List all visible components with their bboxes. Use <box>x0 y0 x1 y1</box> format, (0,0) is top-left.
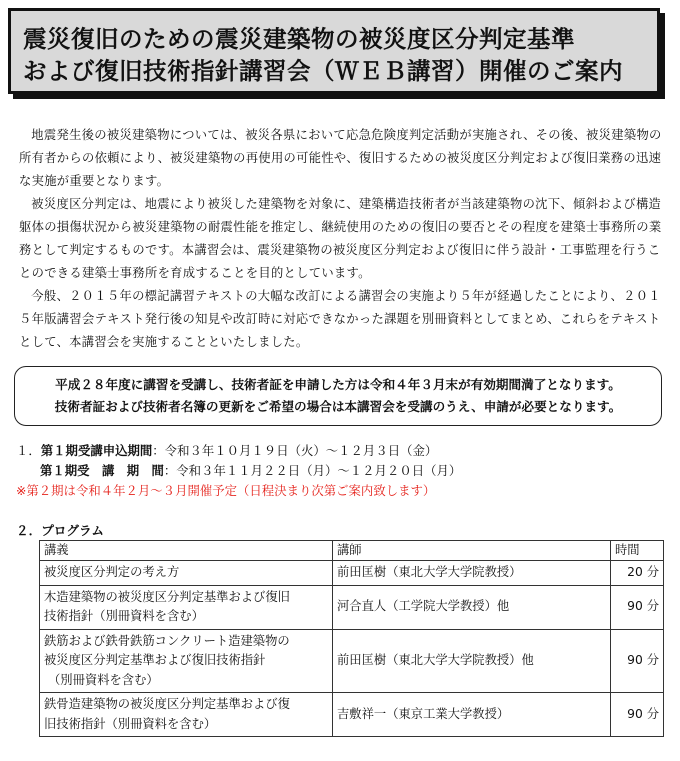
table-row <box>40 561 664 586</box>
lecturer-cell: 前田匡樹（東北大学大学院教授） <box>333 561 611 586</box>
course-text: 旧技術指針（別冊資料を含む） <box>44 716 217 731</box>
header-lecturer: 講師 <box>333 541 611 561</box>
lecturer-cell: 河合直人（工学院大学教授）他 <box>333 585 611 629</box>
intro-section <box>19 124 669 354</box>
page-title-line-1: 震災復旧のための震災建築物の被災度区分判定基準 <box>23 25 575 53</box>
course-text: （別冊資料を含む） <box>48 672 159 687</box>
time-cell: 90 分 <box>611 629 664 693</box>
course-text: 鉄骨造建築物の被災度区分判定基準および復 <box>44 697 290 711</box>
time-cell: 90 分 <box>611 585 664 629</box>
table-row <box>40 585 664 629</box>
table-row <box>40 693 664 737</box>
application-period-value: ：令和３年１０月１９日（火）～１２月３日（金） <box>152 443 438 458</box>
course-cell <box>40 693 333 737</box>
header-course: 講義 <box>40 541 333 561</box>
application-period-label: 第１期受講申込期間 <box>40 443 153 458</box>
notice-line-2: 技術者証および技術者名簿の更新をご希望の場合は本講習会を受講のうえ、申請が必要となります。 <box>54 399 622 414</box>
course-period-row <box>16 461 666 481</box>
lecturer-cell: 前田匡樹（東北大学大学院教授）他 <box>333 629 611 693</box>
notice-box <box>14 366 662 426</box>
lecturer-cell: 吉敷祥一（東京工業大学教授） <box>333 693 611 737</box>
page-title-line-2: および復旧技術指針講習会（ＷＥＢ講習）開催のご案内 <box>23 57 623 85</box>
course-cell <box>40 629 333 693</box>
application-period-row <box>16 441 666 461</box>
course-text: 被災度区分判定基準および復旧技術指針 <box>44 653 266 667</box>
notice-line-1: 平成２８年度に講習を受講し、技術者証を申請した方は令和４年３月末が有効期間満了となります。 <box>55 377 621 392</box>
program-table <box>39 540 664 737</box>
title-box <box>8 8 660 94</box>
intro-paragraph-2: 被災度区分判定は、地震により被災した建築物を対象に、建築構造技術者が当該建築物の沈下、傾斜および構造躯体の損傷状況から被災建築物の耐震性能を推定し、継続使用のための復旧の要否とその程度を建築士事務所の業務として判定するものです。本講習会は、震災建築物の被災度区分判定および復旧に伴う設計・工事監理を行うことのできる建築士事務所を育成することを目的としています。 <box>19 197 662 280</box>
course-text: 木造建築物の被災度区分判定基準および復旧 <box>44 589 290 604</box>
time-cell: 90 分 <box>611 693 664 737</box>
intro-paragraph-1: 地震発生後の被災建築物については、被災各県において応急危険度判定活動が実施され、その後、被災建築物の所有者からの依頼により、被災建築物の再使用の可能性や、復旧するための被災度区分判定および復旧業務の迅速な実施が重要となります。 <box>19 128 662 188</box>
course-period-label: 第１期受 講 期 間 <box>40 463 164 478</box>
course-text: 鉄筋および鉄骨鉄筋コンクリート造建築物の <box>44 633 290 648</box>
period-section <box>16 441 666 501</box>
course-text: 技術指針（別冊資料を含む） <box>44 609 204 623</box>
program-heading: ２．プログラム <box>16 523 105 538</box>
intro-paragraph-3: 今般、２０１５年の標記講習テキストの大幅な改訂による講習会の実施より５年が経過したことにより、２０１５年版講習会テキスト発行後の知見や改訂時に対応できなかった課題を別冊資料としてまとめ、これらをテキストとして、本講習会を実施することといたしました。 <box>19 289 661 349</box>
header-time: 時間 <box>611 541 664 561</box>
course-text: 被災度区分判定の考え方 <box>44 565 180 579</box>
table-row <box>40 629 664 693</box>
section-number: １． <box>16 443 41 458</box>
course-cell <box>40 561 333 586</box>
time-cell: 20 分 <box>611 561 664 586</box>
table-header-row <box>40 541 664 561</box>
second-term-note: ※第２期は令和４年２月～３月開催予定（日程決まり次第ご案内致します） <box>16 483 436 498</box>
course-period-value: ：令和３年１１月２２日（月）～１２月２０日（月） <box>163 463 462 478</box>
course-cell <box>40 585 333 629</box>
